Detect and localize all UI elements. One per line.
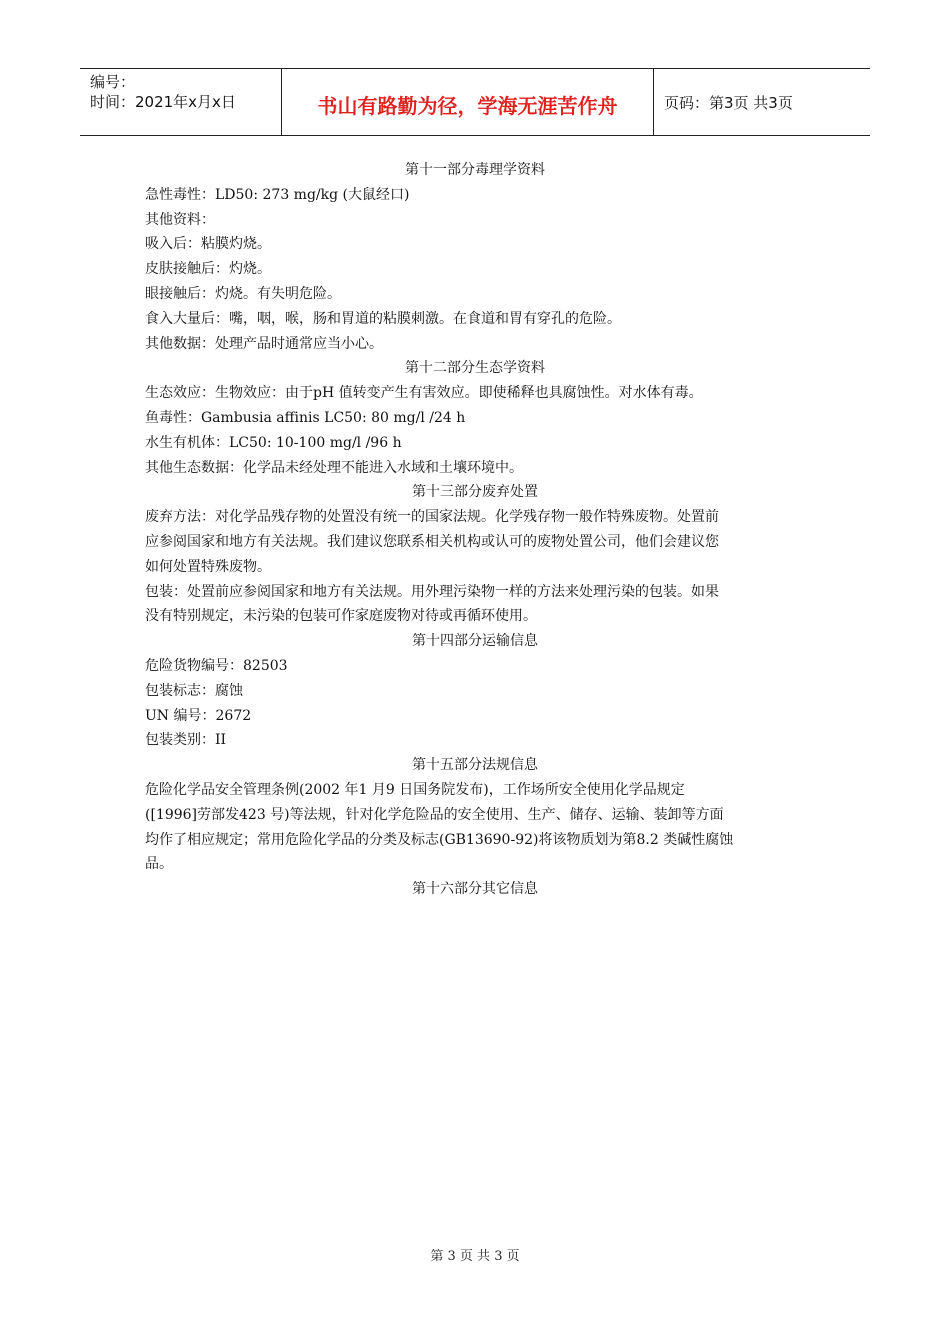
page-footer: 第 3 页 共 3 页 — [430, 1249, 520, 1264]
body-line: 鱼毒性：Gambusia affinis LC50: 80 mg/l /24 h — [145, 409, 466, 426]
section-heading: 第十二部分生态学资料 — [405, 360, 545, 377]
body-line: 其他生态数据：化学品未经处理不能进入水域和土壤环境中。 — [145, 459, 523, 476]
body-line: 水生有机体：LC50: 10-100 mg/l /96 h — [145, 434, 402, 451]
document-date: 时间：2021年x月x日 — [90, 93, 236, 111]
body-line: 危险货物编号：82503 — [145, 657, 288, 674]
body-line: 食入大量后：嘴，咽，喉，肠和胃道的粘膜刺激。在食道和胃有穿孔的危险。 — [145, 310, 621, 327]
page-header — [80, 68, 870, 136]
body-line: ([1996]劳部发423 号)等法规，针对化学危险品的安全使用、生产、储存、运输、装卸等方面 — [145, 806, 724, 823]
section-heading: 第十一部分毒理学资料 — [405, 162, 545, 178]
body-line: 包装：处置前应参阅国家和地方有关法规。用外理污染物一样的方法来处理污染的包装。如果 — [145, 583, 719, 600]
body-line: 废弃方法：对化学品残存物的处置没有统一的国家法规。化学残存物一般作特殊废物。处置前 — [145, 509, 719, 526]
section-heading: 第十五部分法规信息 — [412, 757, 538, 774]
body-line: 其他资料： — [145, 211, 215, 228]
body-line: 包装标志：腐蚀 — [145, 682, 243, 699]
document-body — [145, 158, 805, 902]
body-line: UN 编号：2672 — [145, 707, 252, 724]
body-line: 品。 — [145, 856, 173, 873]
header-page-info: 页码：第3页 共3页 — [664, 93, 793, 112]
body-line: 其他数据：处理产品时通常应当小心。 — [145, 335, 383, 352]
body-line: 如何处置特殊废物。 — [145, 558, 271, 575]
header-meta — [80, 69, 282, 135]
body-line: 均作了相应规定；常用危险化学品的分类及标志(GB13690-92)将该物质划为第8.2 类碱性腐蚀 — [145, 831, 734, 848]
document-code-label: 编号： — [90, 73, 136, 91]
section-heading: 第十六部分其它信息 — [412, 881, 538, 898]
body-line: 包装类别：II — [145, 732, 227, 749]
section-heading: 第十三部分废弃处置 — [412, 484, 538, 501]
body-line: 皮肤接触后：灼烧。 — [145, 261, 271, 278]
body-line: 危险化学品安全管理条例(2002 年1 月9 日国务院发布)，工作场所安全使用化学品规定 — [145, 781, 685, 798]
header-motto: 书山有路勤为径，学海无涯苦作舟 — [282, 69, 654, 135]
body-line: 生态效应：生物效应：由于pH 值转变产生有害效应。即使稀释也具腐蚀性。对水体有毒。 — [145, 385, 703, 402]
section-heading: 第十四部分运输信息 — [412, 633, 538, 650]
body-line: 应参阅国家和地方有关法规。我们建议您联系相关机构或认可的废物处置公司，他们会建议您 — [145, 533, 719, 550]
body-line: 没有特别规定，未污染的包装可作家庭废物对待或再循环使用。 — [145, 608, 537, 625]
body-line: 急性毒性：LD50: 273 mg/kg (大鼠经口) — [145, 186, 410, 203]
body-line: 吸入后：粘膜灼烧。 — [145, 236, 271, 253]
body-line: 眼接触后：灼烧。有失明危险。 — [145, 285, 341, 302]
